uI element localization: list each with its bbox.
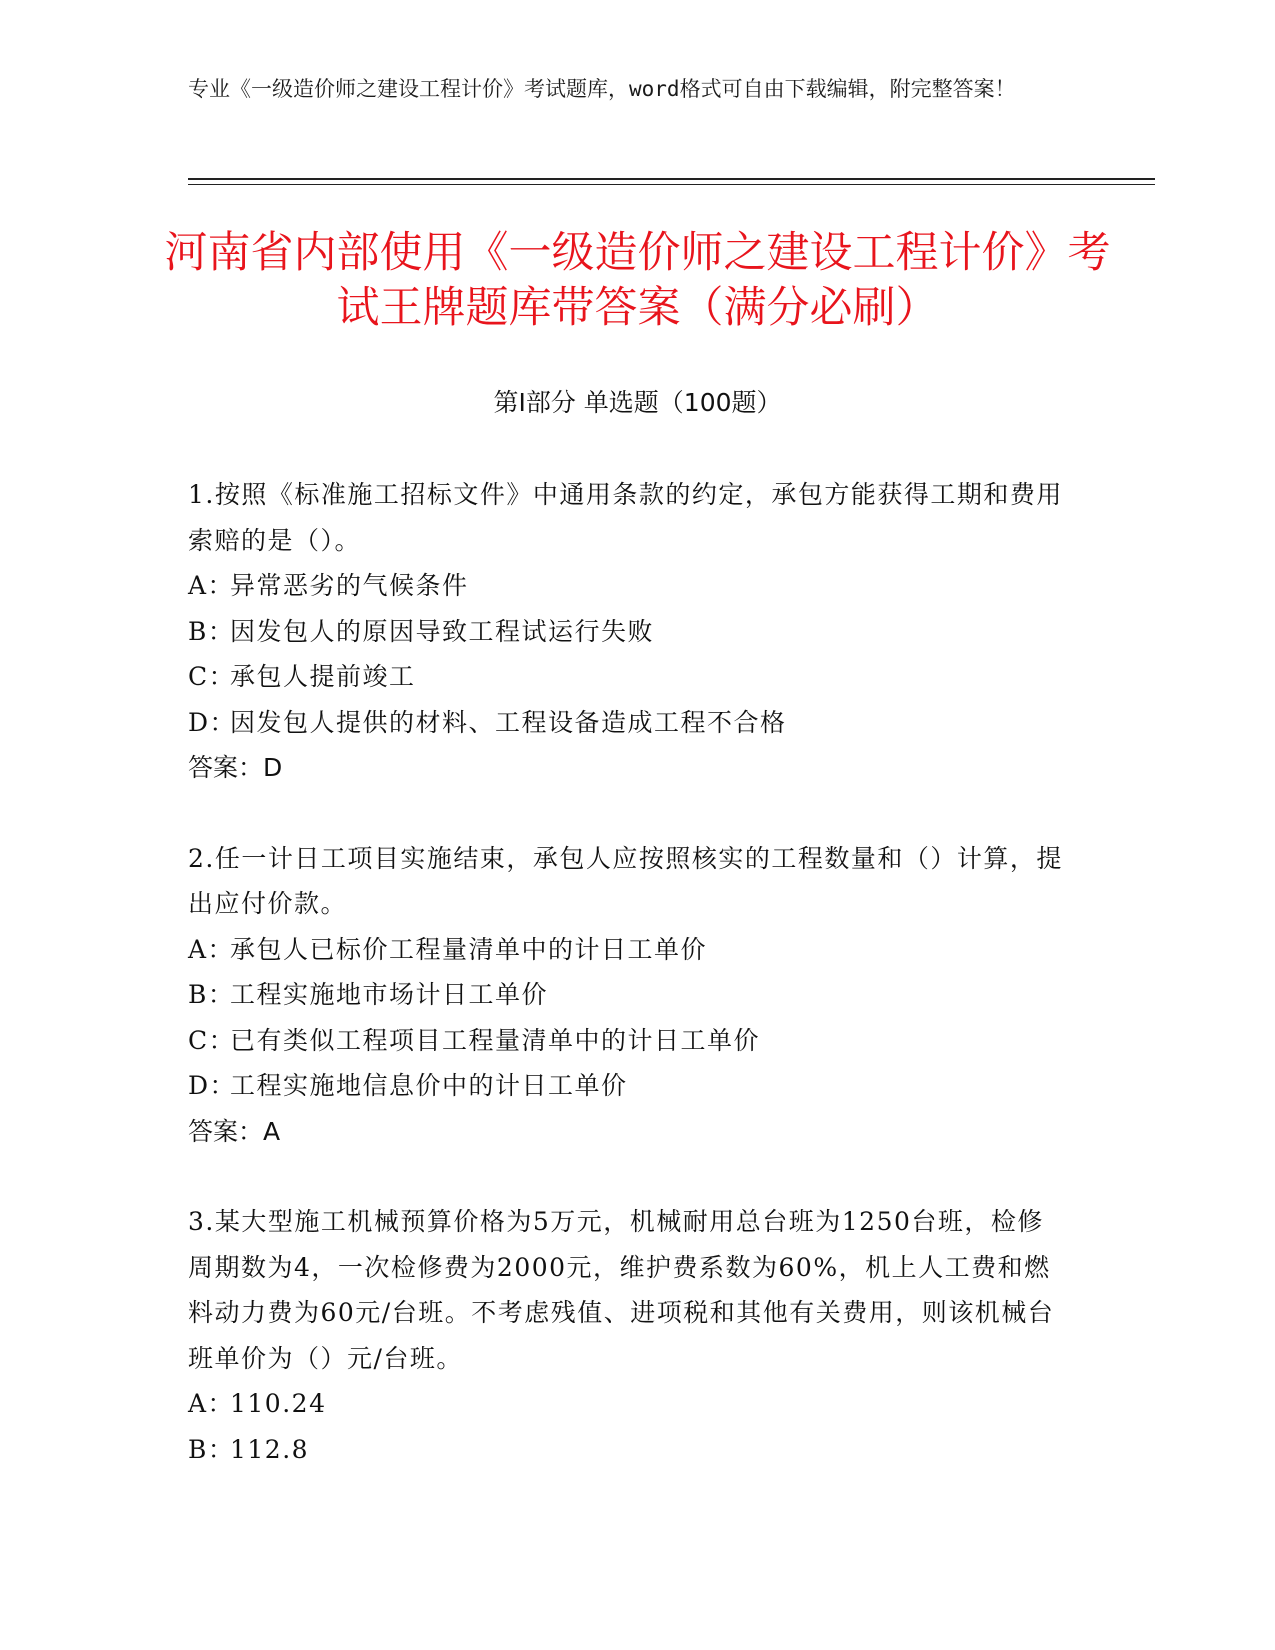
option-text: 已有类似工程项目工程量清单中的计日工单价 xyxy=(230,1025,761,1055)
option-text: 110.24 xyxy=(230,1389,327,1418)
option-b xyxy=(188,609,1068,655)
option-b xyxy=(188,972,1068,1018)
option-text: 承包人提前竣工 xyxy=(230,662,416,691)
option-a xyxy=(188,927,1068,973)
option-d xyxy=(188,1063,1068,1109)
option-text: 因发包人的原因导致工程试运行失败 xyxy=(230,616,655,646)
option-text: 工程实施地信息价中的计日工单价 xyxy=(230,1071,628,1100)
header-note: 专业《一级造价师之建设工程计价》考试题库，word格式可自由下载编辑，附完整答案！ xyxy=(188,77,1016,101)
answer-label: 答案：D xyxy=(188,753,283,782)
option-b xyxy=(188,1427,1068,1473)
question-list xyxy=(188,472,1068,1517)
option-key: A： xyxy=(188,934,235,964)
option-text: 承包人已标价工程量清单中的计日工单价 xyxy=(230,934,708,964)
option-text: 工程实施地市场计日工单价 xyxy=(230,980,549,1009)
document-title: 河南省内部使用《一级造价师之建设工程计价》考试王牌题库带答案（满分必刷） xyxy=(164,228,1111,333)
option-key: D： xyxy=(188,1071,237,1100)
option-text: 112.8 xyxy=(230,1434,310,1464)
question-stem: 3.某大型施工机械预算价格为5万元，机械耐用总台班为1250台班，检修周期数为4，一次检修费为2000元，维护费系数为60%，机上人工费和燃料动力费为60元/台班。不考虑残值、进项税和其他有关费用，则该机械台班单价为（）元/台班。 xyxy=(188,1207,1055,1373)
question-stem: 2.任一计日工项目实施结束，承包人应按照核实的工程数量和（）计算，提出应付价款。 xyxy=(188,843,1063,918)
question-1 xyxy=(188,472,1068,791)
option-c xyxy=(188,654,1068,700)
option-key: C： xyxy=(188,1025,236,1055)
question-3 xyxy=(188,1199,1068,1472)
option-key: A： xyxy=(188,1389,235,1418)
section-title: 第Ⅰ部分 单选题（100题） xyxy=(493,388,782,417)
option-a xyxy=(188,1381,1068,1427)
option-text: 异常恶劣的气候条件 xyxy=(230,571,469,600)
option-a xyxy=(188,563,1068,609)
question-stem: 1.按照《标准施工招标文件》中通用条款的约定，承包方能获得工期和费用索赔的是（）。 xyxy=(188,480,1063,555)
question-2 xyxy=(188,836,1068,1155)
option-key: B： xyxy=(188,616,235,646)
option-key: A： xyxy=(188,571,235,600)
option-key: D： xyxy=(188,707,237,737)
option-d xyxy=(188,700,1068,746)
answer-label: 答案：A xyxy=(188,1116,281,1146)
option-c xyxy=(188,1018,1068,1064)
option-text: 因发包人提供的材料、工程设备造成工程不合格 xyxy=(230,707,787,737)
header-divider-thin xyxy=(188,184,1155,185)
header-divider-thick xyxy=(188,178,1155,180)
option-key: B： xyxy=(188,980,235,1009)
option-key: B： xyxy=(188,1434,235,1464)
option-key: C： xyxy=(188,662,236,691)
